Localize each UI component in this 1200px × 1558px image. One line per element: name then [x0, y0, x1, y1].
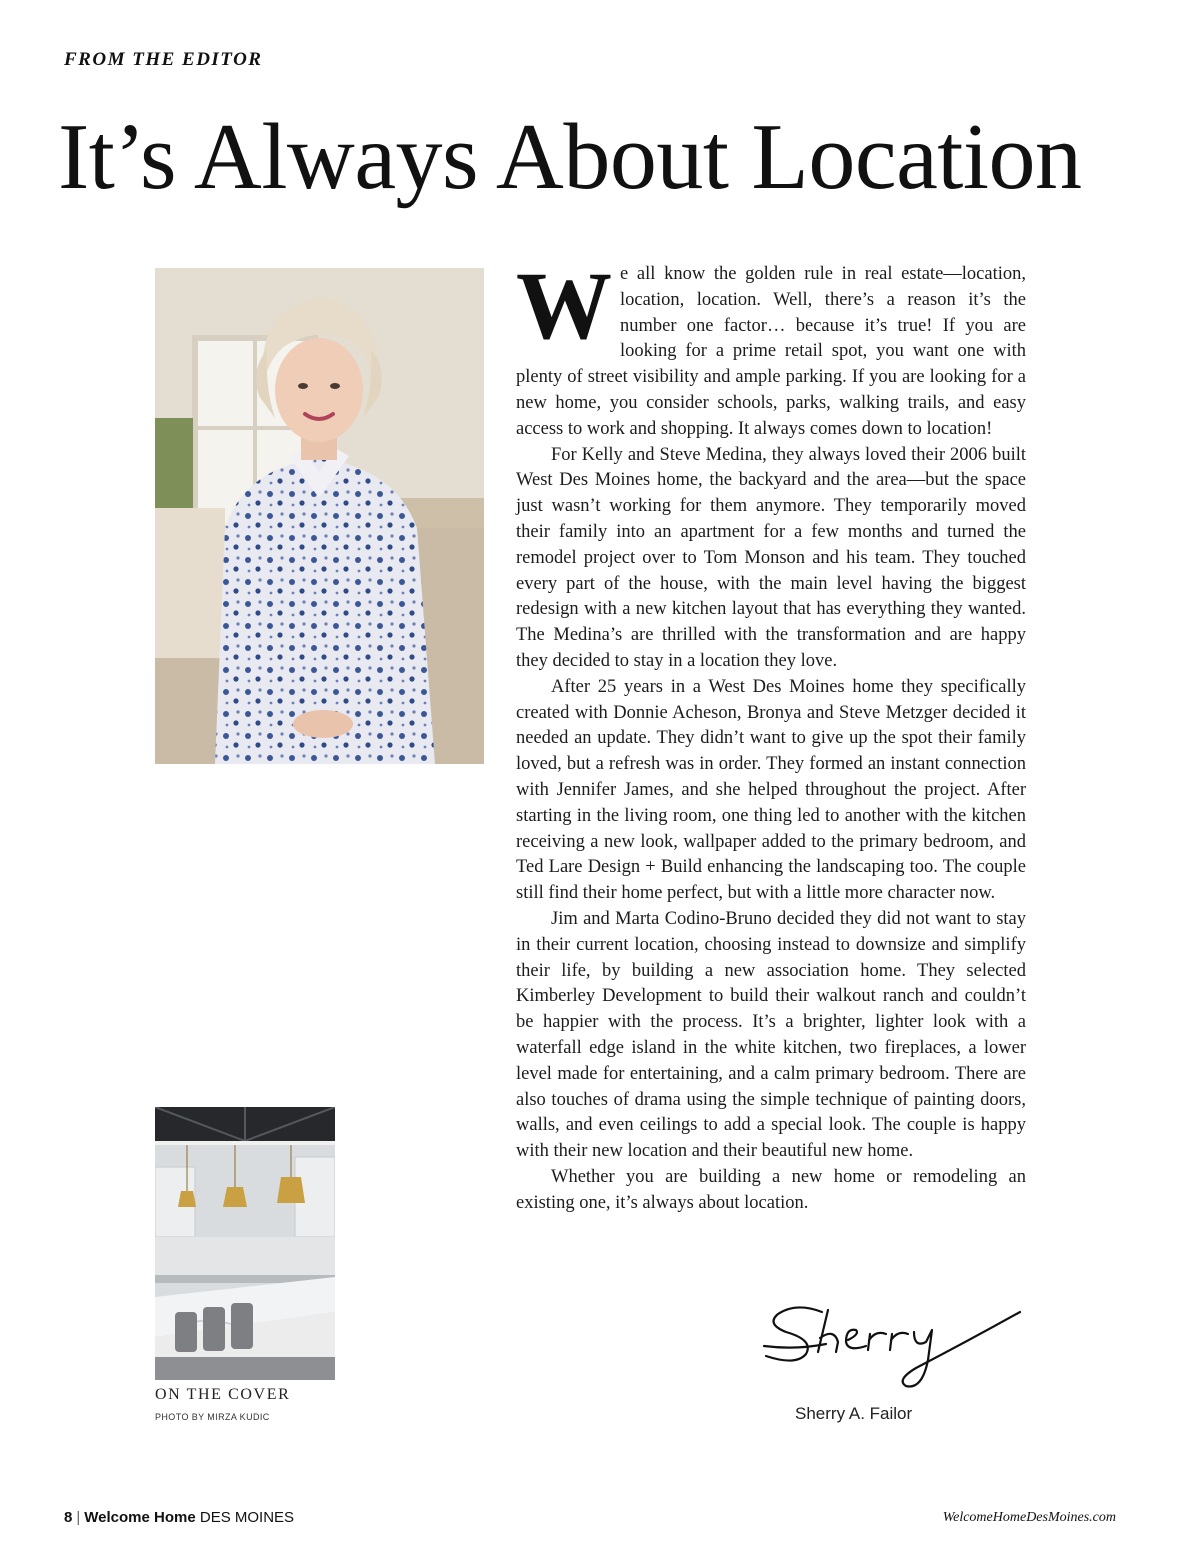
article-paragraph: Whether you are building a new home or remodeling an existing one, it’s always about location.: [516, 1166, 1026, 1213]
section-kicker: FROM THE EDITOR: [64, 49, 263, 70]
article-paragraph: Jim and Marta Codino-Bruno decided they did not want to stay in their current location, choosing instead to downsize and simplify their life, by building a new association home. They selected Kimberley Development to build their walkout ranch and couldn’t be happier with the process. It’s a brighter, lighter look with a waterfall edge island in the white kitchen, two fireplaces, a lower level made for entertaining, and a calm primary bedroom. There are also touches of drama using the simple technique of painting doors, walls, and even ceilings to add a special look. The couple is happy with their new location and their beautiful new home.: [516, 908, 1026, 1162]
editor-portrait: [155, 268, 484, 764]
article-paragraph: For Kelly and Steve Medina, they always loved their 2006 built West Des Moines home, the backyard and the area—but the space just wasn’t working for them anymore. They temporarily moved their family into an apartment for a few months and turned the remodel project over to Tom Monson and his team. They touched every part of the house, with the main level having the biggest redesign with a new kitchen layout that has everything they wanted. The Medina’s are thrilled with the transformation and are happy they decided to stay in a location they love.: [516, 444, 1026, 671]
publication-name: Welcome Home: [84, 1509, 196, 1526]
article-paragraph-text: e all know the golden rule in real estate—location, location, location. Well, there’s a reason it’s the number one factor… because it’s true! If you are looking for a prime retail spot, you want one with plenty of street visibility and ample parking. If you are looking for a new home, you consider schools, parks, walking trails, and easy access to work and shopping. It always comes down to location!: [516, 264, 1026, 439]
cover-kitchen-illustration: [155, 1107, 335, 1380]
signer-name: Sherry A. Failor: [795, 1404, 913, 1423]
publication-website: WelcomeHomeDesMoines.com: [942, 1510, 1116, 1525]
editor-portrait-illustration: [155, 268, 484, 764]
page-title: It’s Always About Location: [58, 105, 1082, 209]
page-footer-left: [64, 1509, 294, 1526]
page-number: 8: [64, 1509, 73, 1526]
article-paragraph: [516, 252, 1026, 443]
drop-cap: W: [516, 252, 612, 359]
signature-scribble: [756, 1290, 1026, 1400]
signature: [756, 1290, 1026, 1400]
photo-credit: PHOTO BY MIRZA KUDIC: [155, 1412, 270, 1422]
article-paragraph: After 25 years in a West Des Moines home they specifically created with Donnie Acheson, Bronya and Steve Metzger decided it needed an update. They didn’t want to give up the spot their family loved, but a refresh was in order. They formed an instant connection with Jennifer James, and she helped throughout the project. After starting in the living room, one thing led to another with the kitchen receiving a new look, wallpaper added to the primary bedroom, and Ted Lare Design + Build enhancing the landscaping too. The couple still find their home perfect, but with a little more character now.: [516, 676, 1026, 904]
publication-city: DES MOINES: [199, 1509, 295, 1526]
footer-separator: |: [76, 1509, 81, 1526]
cover-label: ON THE COVER: [155, 1386, 291, 1403]
cover-photo: [155, 1107, 335, 1380]
editor-letter: [516, 252, 1026, 1216]
